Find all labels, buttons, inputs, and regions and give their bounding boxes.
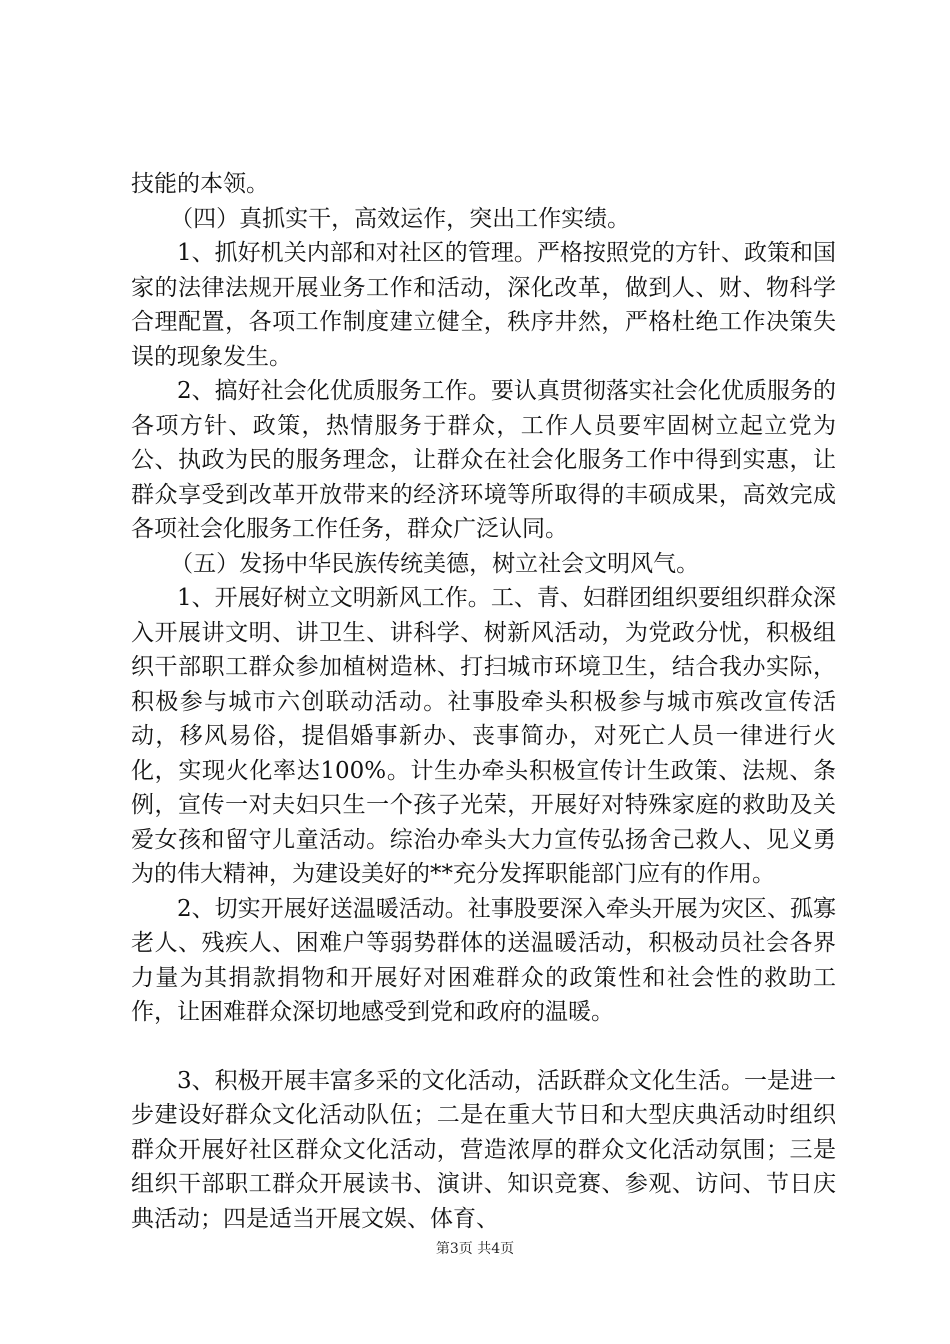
paragraph-civilization: 1、开展好树立文明新风工作。工、青、妇群团组织要组织群众深入开展讲文明、讲卫生、讲科学、树新风活动，为党政分忧，积极组织干部职工群众参加植树造林、打扫城市环境卫生，结合我办实际，积极参与城市六创联动活动。社事股牵头积极参与城市殡改宣传活动，移风易俗，提倡婚事新办、丧事简办，对死亡人员一律进行火化，实现火化率达100%。计生办牵头积极宣传计生政策、法规、条例，宣传一对夫妇只生一个孩子光荣，开展好对特殊家庭的救助及关爱女孩和留守儿童活动。综治办牵头大力宣传弘扬舍己救人、见义勇为的伟大精神，为建设美好的**充分发挥职能部门应有的作用。 xyxy=(131,585,836,887)
paragraph-warmth: 2、切实开展好送温暖活动。社事股要深入牵头开展为灾区、孤寡老人、残疾人、困难户等弱势群体的送温暖活动，积极动员社会各界力量为其捐款捐物和开展好对困难群众的政策性和社会性的救助工作，让困难群众深切地感受到党和政府的温暖。 xyxy=(131,895,836,1025)
paragraph-management: 1、抓好机关内部和对社区的管理。严格按照党的方针、政策和国家的法律法规开展业务工作和活动，深化改革，做到人、财、物科学合理配置，各项工作制度建立健全，秩序井然，严格杜绝工作决策失误的现象发生。 xyxy=(131,240,836,370)
paragraph-culture: 3、积极开展丰富多采的文化活动，活跃群众文化生活。一是进一步建设好群众文化活动队伍；二是在重大节日和大型庆典活动时组织群众开展好社区群众文化活动，营造浓厚的群众文化活动氛围；三是组织干部职工群众开展读书、演讲、知识竞赛、参观、访问、节日庆典活动；四是适当开展文娱、体育、 xyxy=(131,1067,836,1232)
section-heading-5: （五）发扬中华民族传统美德，树立社会文明风气。 xyxy=(170,550,700,577)
page-number: 第3页 共4页 xyxy=(435,1241,515,1257)
paragraph-service: 2、搞好社会化优质服务工作。要认真贯彻落实社会化优质服务的各项方针、政策，热情服务于群众，工作人员要牢固树立起立党为公、执政为民的服务理念，让群众在社会化服务工作中得到实惠，让群众享受到改革开放带来的经济环境等所取得的丰硕成果，高效完成各项社会化服务工作任务，群众广泛认同。 xyxy=(131,378,836,542)
page-footer xyxy=(0,1239,950,1259)
paragraph-continuation: 技能的本领。 xyxy=(131,171,269,197)
section-heading-4: （四）真抓实干，高效运作，突出工作实绩。 xyxy=(170,205,631,232)
document-body xyxy=(131,167,836,1236)
